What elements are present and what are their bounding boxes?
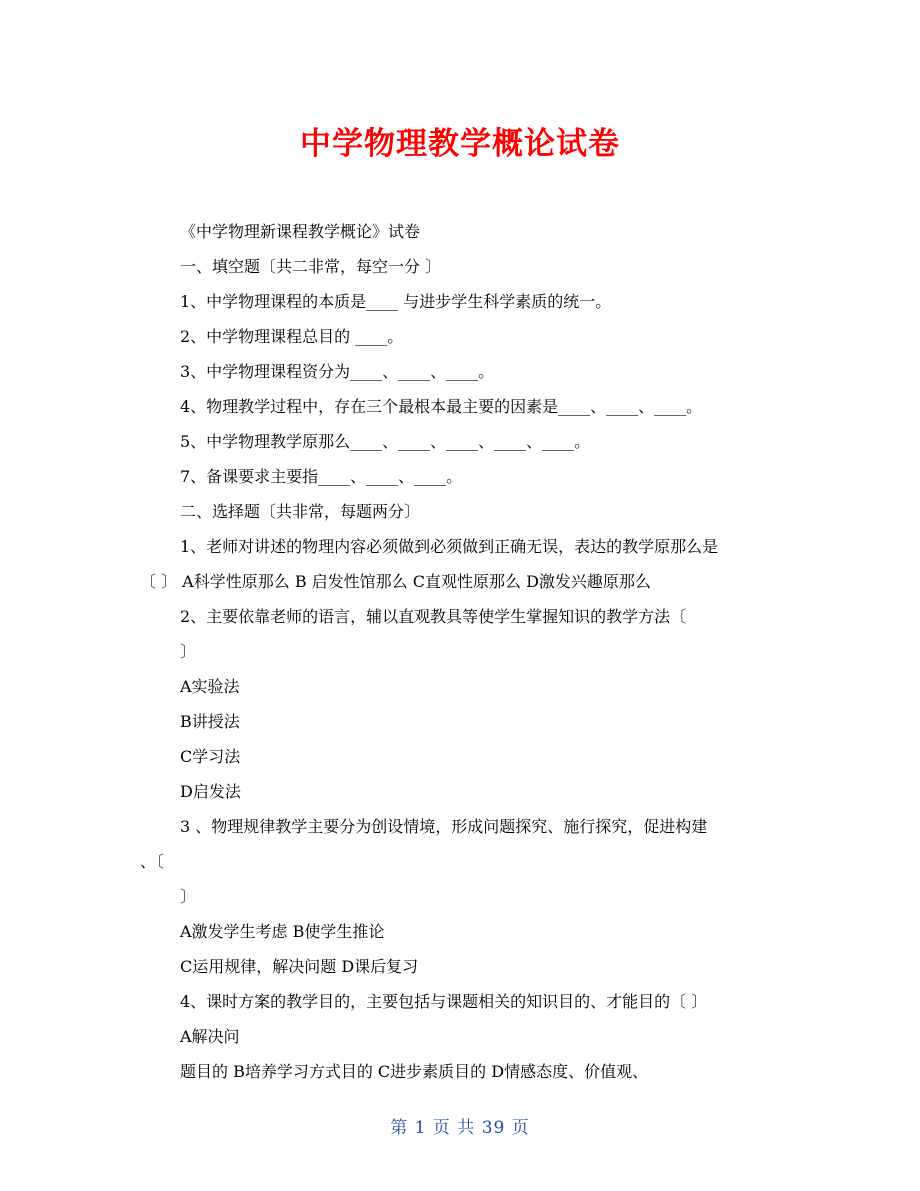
choice-question-4-options: 题目的 B培养学习方式目的 C进步素质目的 D情感态度、价值观、 [180,1062,649,1081]
choice-question-2-option-b: B讲授法 [180,712,240,731]
fill-question-3: 3、中学物理课程资分为____、____、____。 [180,362,495,381]
choice-question-2-bracket: 〕 [180,642,197,661]
fill-question-1: 1、中学物理课程的本质是____ 与进步学生科学素质的统一。 [180,292,612,311]
fill-question-4: 4、物理教学过程中，存在三个最根本最主要的因素是____、____、____。 [180,397,703,416]
choice-question-4: 4、课时方案的教学目的，主要包括与课题相关的知识目的、才能目的〔 〕 [180,992,708,1011]
choice-question-2-option-a: A实验法 [180,677,240,696]
choice-question-4-option-a: A解决问 [180,1027,240,1046]
exam-heading: 《中学物理新课程教学概论》试卷 [180,222,421,241]
choice-question-3-options-cd: C运用规律，解决问题 D课后复习 [180,957,419,976]
fill-question-2: 2、中学物理课程总目的 ____。 [180,327,404,346]
document-title: 中学物理教学概论试卷 [300,126,620,162]
choice-question-3-options-ab: A激发学生考虑 B使学生推论 [180,922,385,941]
choice-question-3-bracket: 〕 [180,887,197,906]
section-fill-blank-heading: 一、填空题〔共二非常，每空一分 〕 [180,257,442,276]
page-footer: 第 1 页 共 39 页 [390,1118,530,1138]
section-choice-heading: 二、选择题〔共非常，每题两分〕 [180,502,421,521]
choice-question-2-option-d: D启发法 [180,782,241,801]
choice-question-3: 3 、物理规律教学主要分为创设情境，形成问题探究、施行探究，促进构建 [180,817,708,836]
choice-question-2-option-c: C学习法 [180,747,241,766]
fill-question-5: 5、中学物理教学原那么____、____、____、____、____。 [180,432,591,451]
fill-question-7: 7、备课要求主要指____、____、____。 [180,467,463,486]
choice-question-3-continued: 、〔 [140,852,165,871]
choice-question-2: 2、主要依靠老师的语言，辅以直观教具等使学生掌握知识的教学方法〔 [180,607,687,626]
choice-question-1-options: 〔 〕 A科学性原那么 B 启发性馆那么 C直观性原那么 D激发兴趣原那么 [140,572,651,591]
document-body [140,214,800,1089]
choice-question-1: 1、老师对讲述的物理内容必须做到必须做到正确无误，表达的教学原那么是 [180,537,719,556]
